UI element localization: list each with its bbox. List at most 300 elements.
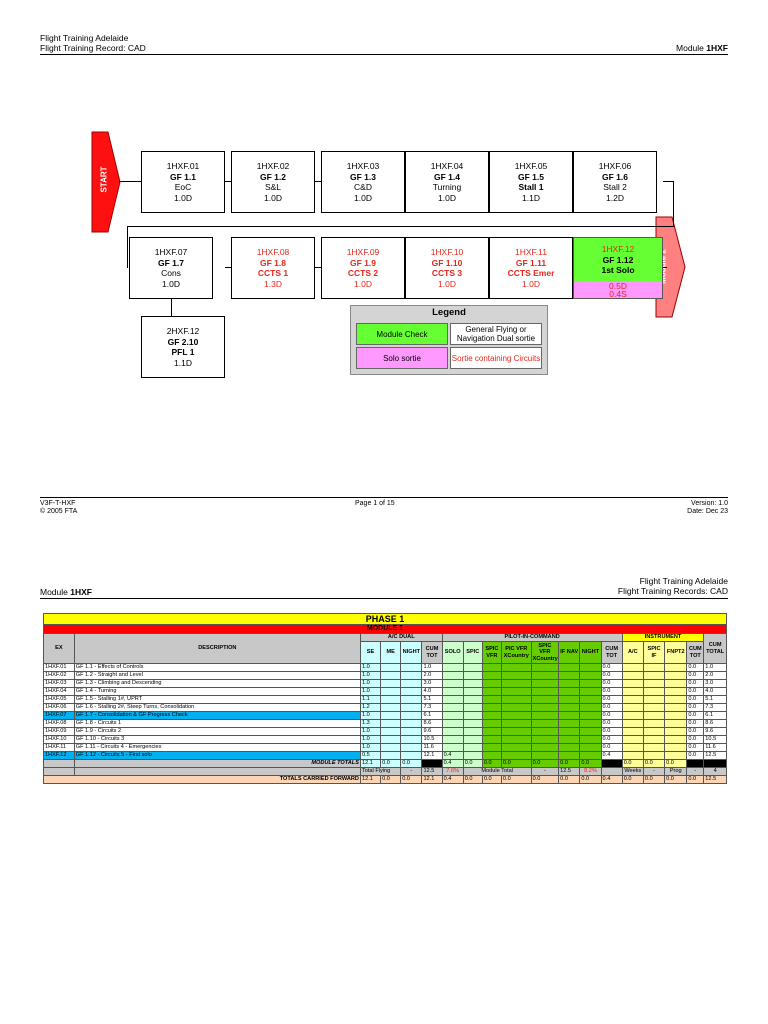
legend-title: Legend [432,307,466,318]
mt-cell-blank [601,760,622,768]
record-rows [44,664,727,760]
summary-dash: - [401,768,422,776]
me-hours [381,704,401,712]
me-hours [381,728,401,736]
cf-cell: 12.1 [360,776,380,784]
instr-fnpt2 [665,688,687,696]
page2-org: Flight Training Adelaide [639,576,728,586]
cum-total: 10.5 [704,736,727,744]
cum-total: 11.6 [704,744,727,752]
page1-footer-left [40,500,77,516]
table-row [44,744,727,752]
version: Version: 1.0 [691,500,728,507]
spic-vfr-xc [531,688,559,696]
dual-cum: 11.6 [422,744,442,752]
cum-total: 9.6 [704,728,727,736]
training-record-table [43,613,727,784]
pct-flying: 7.6% [442,768,463,776]
group-dual: A/C DUAL [360,634,442,642]
subcol: IF NAV [559,642,580,664]
phase-title: PHASE 1 [44,614,727,625]
solo-hours [442,704,463,712]
sortie-box-1hxf08: 1HXF.08 GF 1.8 CCTS 1 1.3D [231,237,315,299]
exercise-code: 1HXF.12 [44,752,75,760]
cf-cell: 0.0 [643,776,664,784]
pic-vfr-xc [501,688,531,696]
if-nav [559,672,580,680]
cf-cell: 12.5 [704,776,727,784]
spic-hours [463,680,482,688]
pic-vfr-xc [501,680,531,688]
instr-ac [622,728,643,736]
if-nav [559,712,580,720]
col-ex: EX [44,634,75,664]
solo-hours [442,744,463,752]
table-row [44,688,727,696]
instr-ac [622,744,643,752]
spic-vfr-xc [531,672,559,680]
instr-fnpt2 [665,752,687,760]
cum-total: 2.0 [704,672,727,680]
cf-cell: 0.0 [482,776,501,784]
instr-cum: 0.0 [687,712,704,720]
cf-cell: 0.0 [687,776,704,784]
pic-vfr-xc [501,736,531,744]
spic-vfr [482,672,501,680]
dual-cum: 1.0 [422,664,442,672]
solo-hours [442,664,463,672]
mt-cell: 12.1 [360,760,380,768]
instr-spic-if [643,712,664,720]
cf-cell: 0.0 [665,776,687,784]
exercise-code: 1HXF.01 [44,664,75,672]
instr-ac [622,696,643,704]
dual-cum: 2.0 [422,672,442,680]
me-hours [381,688,401,696]
table-row [44,736,727,744]
se-hours: 1.0 [360,712,380,720]
spic-vfr-xc [531,736,559,744]
module2-label: Module 2 [658,249,668,284]
legend-circuits: Sortie containing Circuits [450,347,542,369]
mt-cell: 0.0 [482,760,501,768]
group-instrument: INSTRUMENT [622,634,704,642]
spic-vfr-xc [531,712,559,720]
if-nav [559,704,580,712]
instr-cum: 0.0 [687,680,704,688]
if-nav [559,680,580,688]
cum-total: 7.3 [704,704,727,712]
pic-cum: 0.0 [601,704,622,712]
instr-fnpt2 [665,744,687,752]
instr-spic-if [643,720,664,728]
first-solo-solo-area: 0.5D 0.4S [574,282,662,298]
se-hours: 0.5 [360,752,380,760]
me-hours [381,736,401,744]
instr-cum: 0.0 [687,736,704,744]
sortie-box-1hxf11: 1HXF.11 GF 1.11 CCTS Emer 1.0D [489,237,573,299]
page2-header-rule [40,598,728,599]
if-nav [559,752,580,760]
mt-cell: 0.0 [463,760,482,768]
cum-total: 6.1 [704,712,727,720]
cf-cell: 0.0 [559,776,580,784]
spic-hours [463,672,482,680]
module-total-label: Module Total [463,768,531,776]
exercise-description: GF 1.5 - Stalling 1#, UPRT [74,696,360,704]
spic-hours [463,704,482,712]
page1-footer-rule [40,497,728,498]
pic-vfr-xc [501,696,531,704]
exercise-description: GF 1.6 - Stalling 2#, Steep Turns, Consolidation [74,704,360,712]
blank-cell [601,768,622,776]
pic-cum: 0.0 [601,712,622,720]
solo-hours [442,672,463,680]
table-row [44,712,727,720]
me-hours [381,720,401,728]
solo-hours: 0.4 [442,752,463,760]
page1-org: Flight Training Adelaide [40,33,129,43]
instr-spic-if [643,704,664,712]
table-row [44,704,727,712]
sortie-box-1hxf02: 1HXF.02 GF 1.2 S&L 1.0D [231,151,315,213]
instr-fnpt2 [665,680,687,688]
dual-cum: 12.1 [422,752,442,760]
start-label: START [99,166,109,193]
cum-total: 1.0 [704,664,727,672]
pic-cum: 0.0 [601,688,622,696]
dual-cum: 5.1 [422,696,442,704]
prog-value: 4 [704,768,727,776]
pic-night [580,744,601,752]
spic-hours [463,664,482,672]
mt-cell: 0.0 [580,760,601,768]
subcol: SPIC VFR XCountry [532,642,558,662]
se-hours: 1.0 [360,728,380,736]
legend-general-flying: General Flying or Navigation Dual sortie [450,323,542,345]
instr-spic-if [643,688,664,696]
pic-night [580,688,601,696]
instr-spic-if [643,752,664,760]
spic-hours [463,752,482,760]
instr-fnpt2 [665,672,687,680]
se-hours: 1.0 [360,744,380,752]
connector-line [673,181,674,226]
group-pic: PILOT-IN-COMMAND [442,634,622,642]
pic-cum: 0.0 [601,728,622,736]
pic-night [580,712,601,720]
connector-line [119,181,141,182]
pic-night [580,664,601,672]
subcol: NIGHT [401,642,422,664]
instr-spic-if [643,664,664,672]
pic-cum: 0.0 [601,672,622,680]
cf-cell: 0.0 [401,776,422,784]
page2-module-label: Module 1HXF [40,587,92,597]
page-number: Page 1 of 15 [355,500,395,507]
spic-hours [463,712,482,720]
mt-cell-blank [422,760,442,768]
night-hours [401,672,422,680]
me-hours [381,752,401,760]
instr-cum: 0.0 [687,664,704,672]
mt-cell: 0.0 [559,760,580,768]
sortie-box-1hxf12 [573,237,663,299]
if-nav [559,664,580,672]
legend-module-check: Module Check [356,323,448,345]
solo-hours [442,712,463,720]
cum-total: 3.0 [704,680,727,688]
subcol: PIC VFR XCountry [501,642,531,664]
doc-code: V3F-T-HXF [40,500,76,507]
se-hours: 1.0 [360,736,380,744]
total-flying: 12.5 [422,768,442,776]
instr-ac [622,688,643,696]
cf-cell: 0.0 [580,776,601,784]
pic-vfr-xc [501,752,531,760]
total-flying-label: Total Flying [360,768,400,776]
se-hours: 1.0 [360,680,380,688]
solo-hours [442,720,463,728]
me-hours [381,672,401,680]
mt-cell-blank [687,760,704,768]
module-total: 12.5 [559,768,580,776]
instr-cum: 0.0 [687,704,704,712]
sortie-box-1hxf01: 1HXF.01 GF 1.1 EoC 1.0D [141,151,225,213]
sortie-box-1hxf07: 1HXF.07 GF 1.7 Cons 1.0D [129,237,213,299]
pic-night [580,704,601,712]
spic-hours [463,736,482,744]
solo-hours [442,736,463,744]
se-hours: 1.1 [360,696,380,704]
spic-vfr [482,728,501,736]
se-hours: 1.3 [360,720,380,728]
exercise-description: GF 1.8 - Circuits 1 [74,720,360,728]
night-hours [401,744,422,752]
exercise-description: GF 1.1 - Effects of Controls [74,664,360,672]
instr-spic-if [643,728,664,736]
spic-vfr-xc [531,752,559,760]
mt-cell: 0.0 [643,760,664,768]
cf-cell: 0.0 [381,776,401,784]
connector-line [127,226,128,268]
copyright: © 2005 FTA [40,508,78,515]
exercise-description: GF 1.9 - Circuits 2 [74,728,360,736]
date: Date: Dec 23 [687,508,728,515]
instr-fnpt2 [665,736,687,744]
connector-line [663,267,667,268]
if-nav [559,696,580,704]
page1-record: Flight Training Record: CAD [40,43,146,53]
spic-vfr [482,680,501,688]
me-hours [381,696,401,704]
table-row [44,664,727,672]
spic-vfr-xc [531,664,559,672]
module-totals-label: MODULE TOTALS [74,760,360,768]
instr-fnpt2 [665,696,687,704]
pic-cum: 0.0 [601,680,622,688]
instr-cum: 0.0 [687,672,704,680]
exercise-code: 1HXF.03 [44,680,75,688]
spic-vfr [482,688,501,696]
night-hours [401,712,422,720]
spic-vfr [482,744,501,752]
if-nav [559,736,580,744]
se-hours: 1.0 [360,664,380,672]
pic-vfr-xc [501,704,531,712]
spic-vfr-xc [531,680,559,688]
weeks-label: Weeks [622,768,643,776]
cum-total: 4.0 [704,688,727,696]
instr-ac [622,680,643,688]
pic-cum: 0.4 [601,752,622,760]
mt-cell: 0.0 [501,760,531,768]
instr-ac [622,672,643,680]
subcol: NIGHT [580,642,601,664]
me-hours [381,744,401,752]
table-row [44,752,727,760]
solo-hours [442,688,463,696]
instr-cum: 0.0 [687,688,704,696]
pic-night [580,720,601,728]
if-nav [559,728,580,736]
subcol: SE [360,642,380,664]
instr-cum: 0.0 [687,744,704,752]
subcol: CUM TOT [687,642,704,664]
spic-vfr [482,696,501,704]
spic-vfr [482,704,501,712]
summary-dash: - [531,768,559,776]
pic-night [580,672,601,680]
pic-night [580,696,601,704]
subcol: SPIC IF [643,642,664,664]
pic-vfr-xc [501,672,531,680]
cum-total: 8.6 [704,720,727,728]
dual-cum: 10.5 [422,736,442,744]
mt-cell: 0.0 [381,760,401,768]
module-title: MODULE 1 [44,625,727,634]
dual-cum: 3.0 [422,680,442,688]
night-hours [401,664,422,672]
pic-vfr-xc [501,744,531,752]
night-hours [401,728,422,736]
instr-spic-if [643,680,664,688]
legend [350,305,548,375]
exercise-code: 1HXF.10 [44,736,75,744]
sortie-box-1hxf04: 1HXF.04 GF 1.4 Turning 1.0D [405,151,489,213]
pic-cum: 0.0 [601,744,622,752]
col-cum-total: CUM TOTAL [704,634,727,664]
instr-cum: 0.0 [687,720,704,728]
pic-cum: 0.0 [601,720,622,728]
page1-header-rule [40,54,728,55]
exercise-code: 1HXF.02 [44,672,75,680]
solo-hours [442,680,463,688]
instr-ac [622,720,643,728]
summary-dash: - [687,768,704,776]
instr-ac [622,736,643,744]
instr-spic-if [643,736,664,744]
connector-line [127,226,674,227]
se-hours: 1.0 [360,672,380,680]
subcol: A/C [622,642,643,664]
summary-row [44,768,727,776]
instr-fnpt2 [665,720,687,728]
pic-vfr-xc [501,728,531,736]
se-hours: 1.0 [360,688,380,696]
cf-cell: 0.4 [601,776,622,784]
dual-cum: 6.1 [422,712,442,720]
exercise-description: GF 1.7 - Consolidation & GF Progress Check [74,712,360,720]
subcol: SOLO [442,642,463,664]
table-row [44,696,727,704]
dual-cum: 8.6 [422,720,442,728]
subcol: ME [381,642,401,664]
pic-night [580,752,601,760]
me-hours [381,712,401,720]
spic-hours [463,728,482,736]
cf-cell: 0.0 [463,776,482,784]
spic-hours [463,744,482,752]
mt-cell: 0.0 [622,760,643,768]
night-hours [401,688,422,696]
spic-vfr-xc [531,728,559,736]
exercise-description: GF 1.11 - Circuits 4 - Emergencies [74,744,360,752]
pic-cum: 0.0 [601,736,622,744]
solo-hours [442,696,463,704]
spic-vfr-xc [531,696,559,704]
prog-label: Prog [665,768,687,776]
cf-cell: 0.0 [501,776,531,784]
subcol: CUM TOT [601,642,622,664]
dual-cum: 4.0 [422,688,442,696]
se-hours: 1.2 [360,704,380,712]
sortie-box-1hxf10: 1HXF.10 GF 1.10 CCTS 3 1.0D [405,237,489,299]
me-hours [381,680,401,688]
instr-fnpt2 [665,728,687,736]
first-solo-check-area: 1HXF.12 GF 1.12 1st Solo [574,238,662,282]
exercise-description: GF 1.10 - Circuits 3 [74,736,360,744]
cum-total: 5.1 [704,696,727,704]
spic-vfr-xc [531,744,559,752]
night-hours [401,704,422,712]
dual-cum: 7.3 [422,704,442,712]
exercise-code: 1HXF.09 [44,728,75,736]
pic-cum: 0.0 [601,696,622,704]
solo-hours [442,728,463,736]
pic-night [580,736,601,744]
mt-cell-blank [704,760,727,768]
table-row [44,672,727,680]
spic-vfr [482,736,501,744]
carried-forward-label: TOTALS CARRIED FORWARD [44,776,361,784]
subcol: SPIC VFR [482,642,501,664]
if-nav [559,744,580,752]
cf-cell: 0.4 [442,776,463,784]
col-description: DESCRIPTION [74,634,360,664]
spic-hours [463,720,482,728]
sortie-box-1hxf06: 1HXF.06 GF 1.6 Stall 2 1.2D [573,151,657,213]
pic-cum: 0.0 [601,664,622,672]
exercise-code: 1HXF.07 [44,712,75,720]
sortie-box-2hxf12: 2HXF.12 GF 2.10 PFL 1 1.1D [141,316,225,378]
pic-vfr-xc [501,664,531,672]
spic-vfr [482,720,501,728]
spic-vfr [482,712,501,720]
subcol: CUM TOT [422,642,442,664]
cum-total: 12.5 [704,752,727,760]
page1-module-label: Module 1HXF [676,43,728,53]
